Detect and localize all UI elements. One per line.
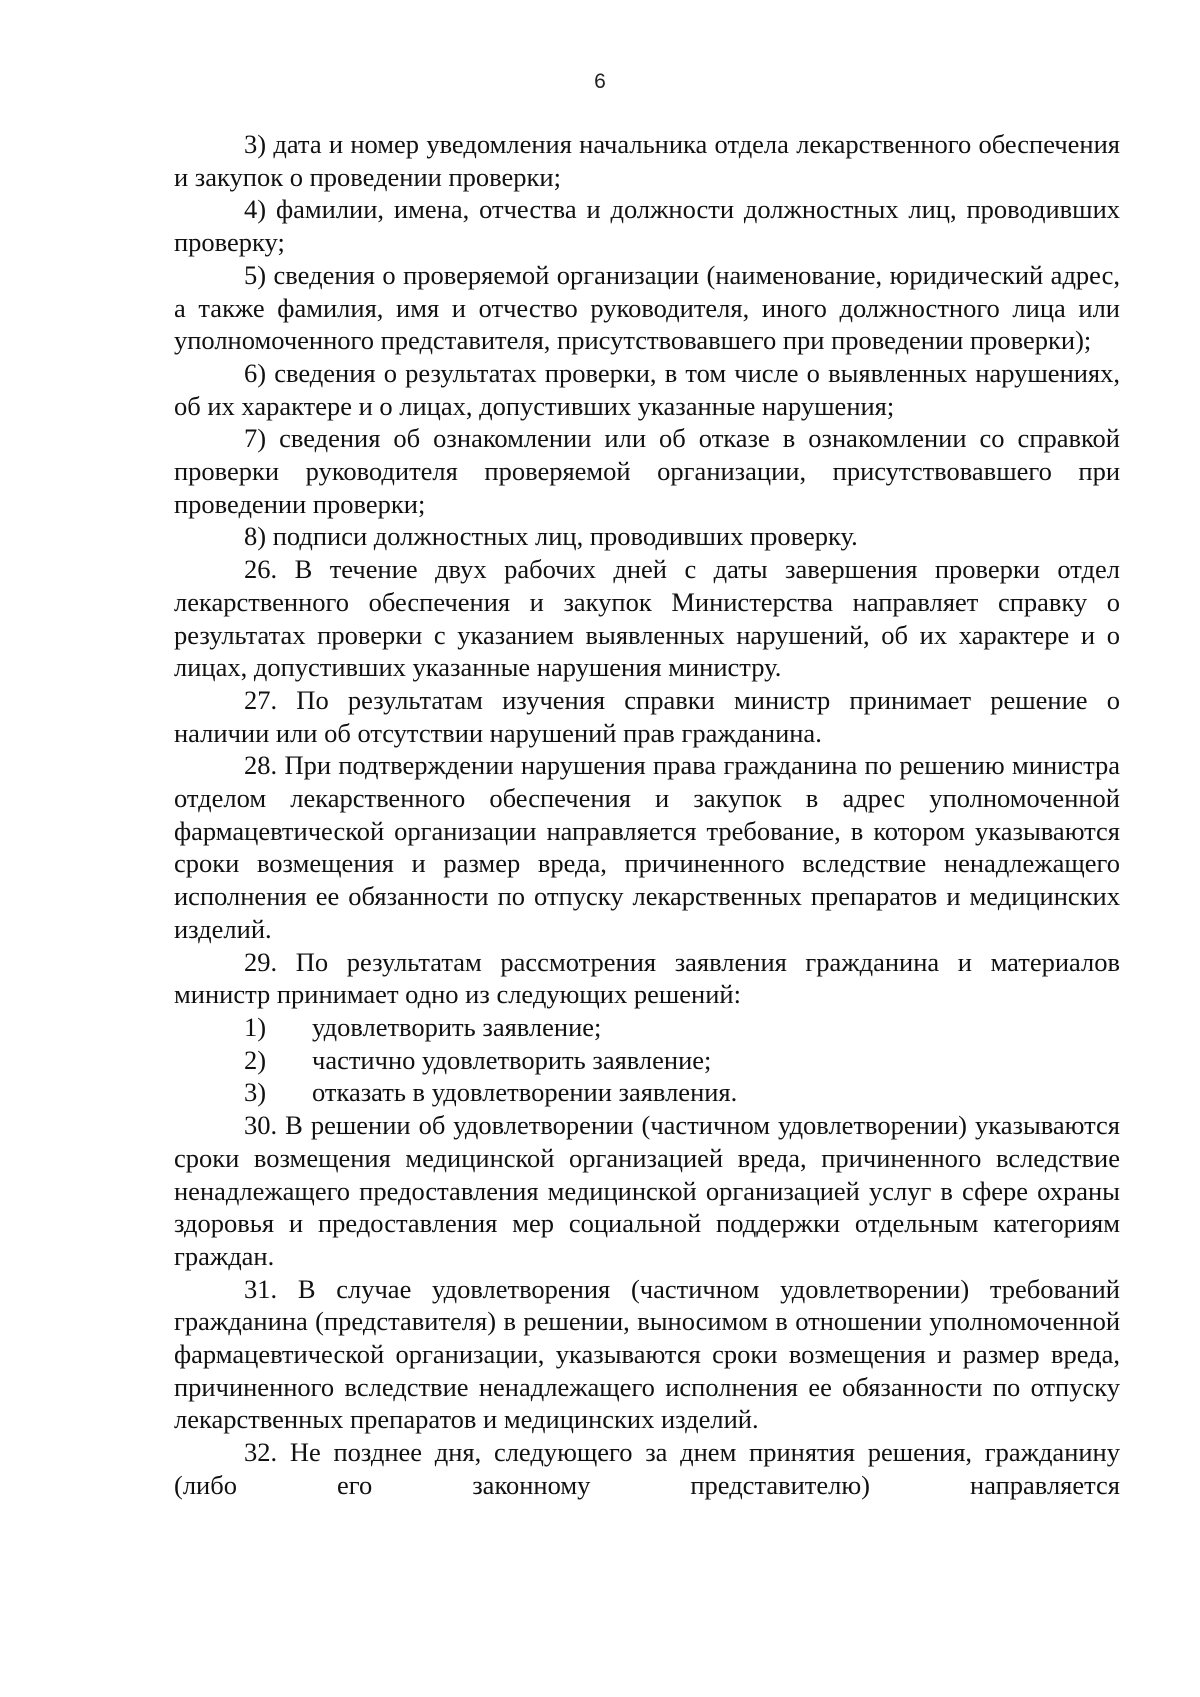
paragraph-28: 28. При подтверждении нарушения права гражданина по решению министра отделом лекарственного обеспечения и закупок в адрес уполномоченной фармацевтической организации направляется требование, в котором указываются сроки возмещения и размер вреда, причиненного вследствие ненадлежащего исполнения ее обязанности по отпуску лекарственных препаратов и медицинских изделий. xyxy=(174,750,1120,944)
decision-list-text: удовлетворить заявление; xyxy=(312,1011,602,1042)
decision-list-number: 2) xyxy=(244,1044,267,1075)
decision-list-text: частично удовлетворить заявление; xyxy=(312,1044,712,1075)
paragraph-item-5: 5) сведения о проверяемой организации (наименование, юридический адрес, а также фамилия, имя и отчество руководителя, иного должностного лица или уполномоченного представителя, присутствовавшего при проведении проверки); xyxy=(174,259,1120,356)
decision-list-text: отказать в удовлетворении заявления. xyxy=(312,1077,738,1108)
paragraph-31: 31. В случае удовлетворения (частичном удовлетворении) требований гражданина (представителя) в решении, выносимом в отношении уполномоченной фармацевтической организации, указываются сроки возмещения и размер вреда, причиненного вследствие ненадлежащего исполнения ее обязанности по отпуску лекарственных препаратов и медицинских изделий. xyxy=(174,1273,1120,1435)
paragraph-item-8: 8) подписи должностных лиц, проводивших проверку. xyxy=(244,521,858,552)
paragraph-item-4: 4) фамилии, имена, отчества и должности должностных лиц, проводивших проверку; xyxy=(174,194,1120,258)
decision-list-item xyxy=(174,1076,1120,1109)
paragraph-32: 32. Не позднее дня, следующего за днем принятия решения, гражданину (либо его законному представителю) направляется xyxy=(174,1437,1120,1500)
decision-list-item xyxy=(174,1011,1120,1044)
paragraph-26: 26. В течение двух рабочих дней с даты завершения проверки отдел лекарственного обеспечения и закупок Министерства направляет справку о результатах проверки с указанием выявленных нарушений, об их характере и о лицах, допустивших указанные нарушения министру. xyxy=(174,554,1120,683)
decision-list-number: 1) xyxy=(244,1011,267,1042)
paragraph-29: 29. По результатам рассмотрения заявления гражданина и материалов министр принимает одно из следующих решений: xyxy=(174,946,1120,1010)
decision-list-number: 3) xyxy=(244,1077,267,1108)
decision-list-item xyxy=(174,1044,1120,1077)
paragraph-item-7: 7) сведения об ознакомлении или об отказе в ознакомлении со справкой проверки руководителя проверяемой организации, присутствовавшего при проведении проверки; xyxy=(174,423,1120,519)
paragraph-27: 27. По результатам изучения справки министр принимает решение о наличии или об отсутствии нарушений прав гражданина. xyxy=(174,684,1120,748)
paragraph-item-3: 3) дата и номер уведомления начальника отдела лекарственного обеспечения и закупок о проведении проверки; xyxy=(174,129,1120,192)
page-number: 6 xyxy=(594,70,606,93)
document-body xyxy=(174,128,1120,1502)
paragraph-30: 30. В решении об удовлетворении (частичном удовлетворении) указываются сроки возмещения медицинской организацией вреда, причиненного вследствие ненадлежащего предоставления медицинской организацией услуг в сфере охраны здоровья и предоставления мер социальной поддержки отдельным категориям граждан. xyxy=(174,1110,1120,1271)
paragraph-item-6: 6) сведения о результатах проверки, в том числе о выявленных нарушениях, об их характере и о лицах, допустивших указанные нарушения; xyxy=(174,357,1120,421)
